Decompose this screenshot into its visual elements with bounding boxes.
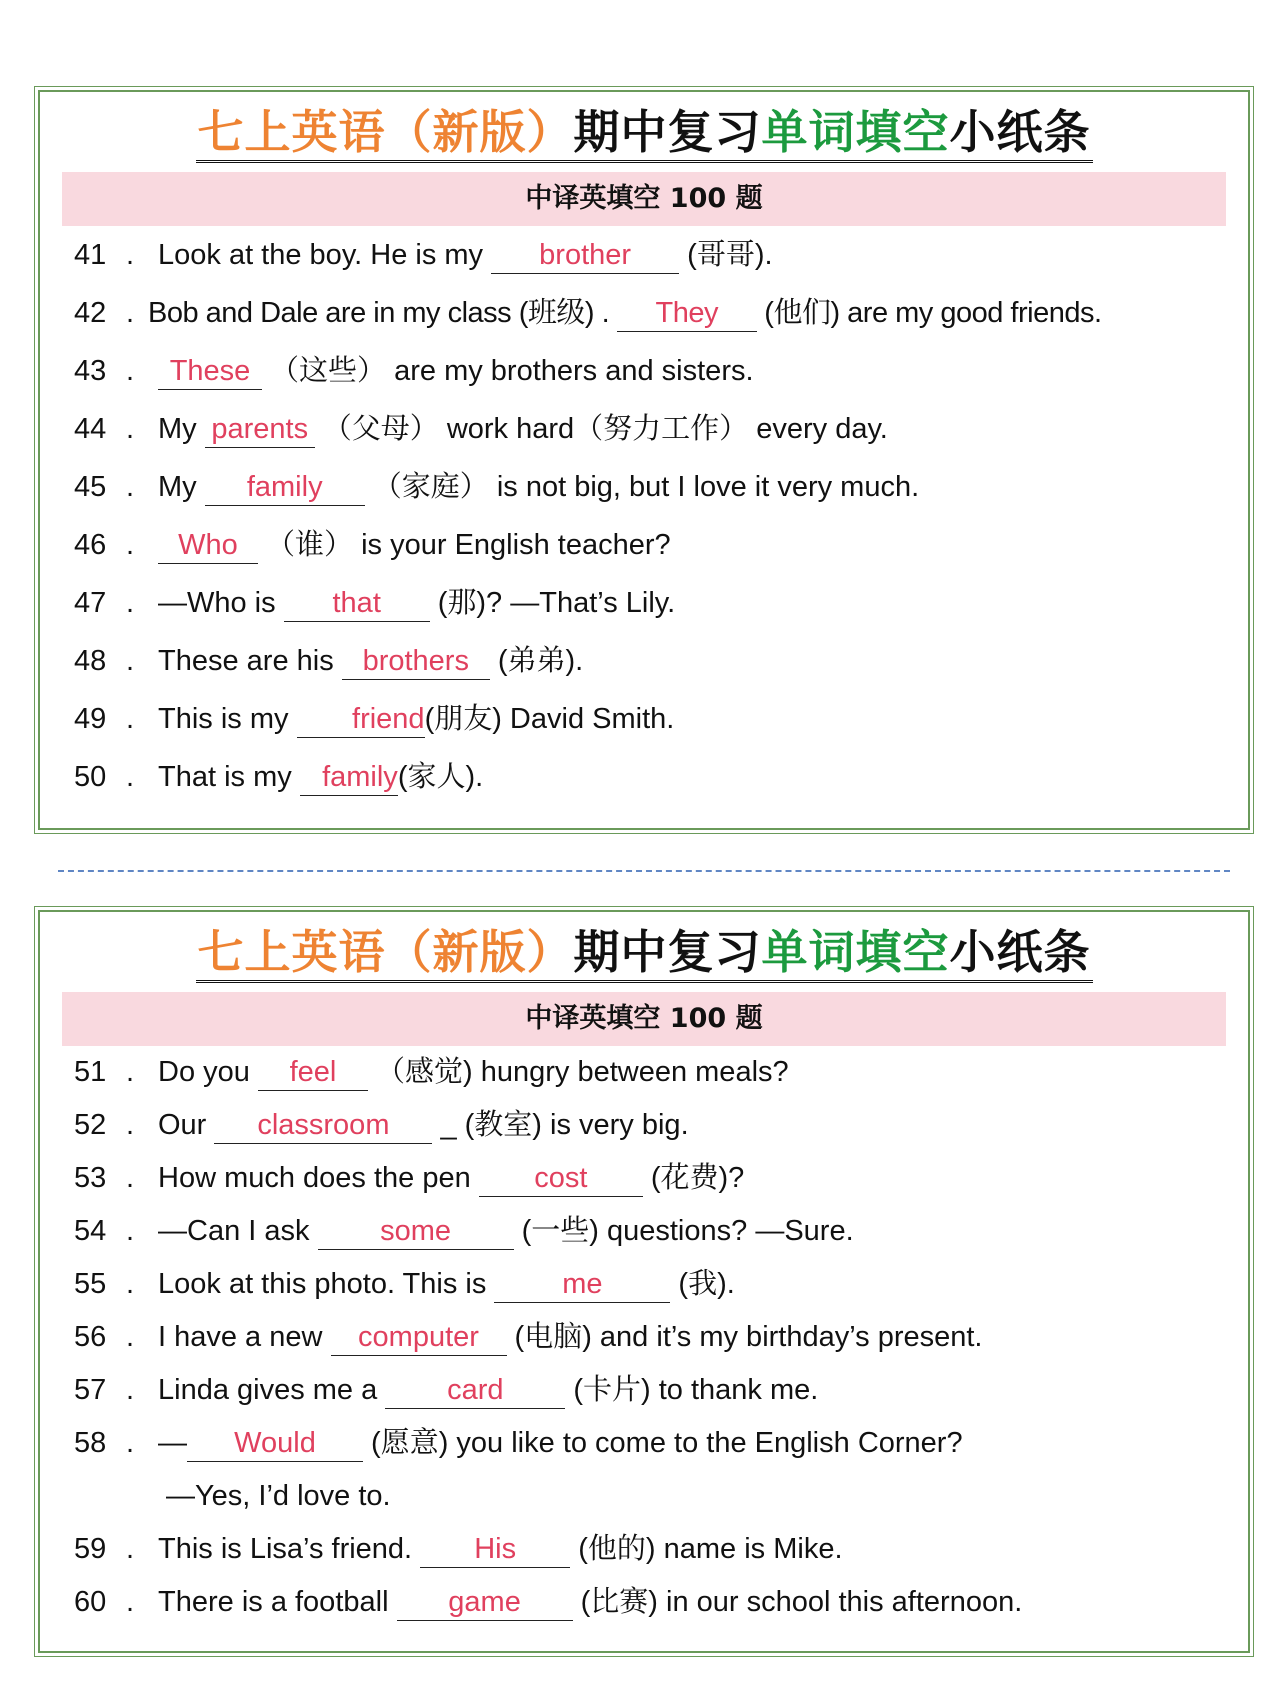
- answer-blank: cost: [479, 1160, 643, 1197]
- question-number: 59: [74, 1533, 107, 1565]
- text-after: （谁） is your English teacher?: [258, 529, 671, 561]
- title-part-4: 小纸条: [949, 925, 1091, 979]
- question-dot: .: [126, 1109, 135, 1141]
- text-after: _ (教室) is very big.: [432, 1109, 689, 1141]
- question-number: 56: [74, 1321, 107, 1353]
- answer-blank: family: [300, 759, 398, 796]
- question-57: [40, 1364, 1248, 1417]
- text-before: Bob and Dale are in my class (班级) .: [148, 297, 617, 329]
- question-dot: .: [126, 355, 135, 387]
- question-text: [158, 1311, 983, 1364]
- text-after: （父母） work hard（努力工作） every day.: [314, 413, 888, 445]
- text-before: How much does the pen: [158, 1162, 479, 1194]
- text-after: （感觉) hungry between meals?: [367, 1056, 789, 1088]
- answer-blank: game: [397, 1584, 573, 1621]
- question-dot: .: [126, 587, 135, 619]
- question-dot: .: [126, 1374, 135, 1406]
- question-text: [158, 1046, 789, 1099]
- question-dot: .: [126, 1162, 135, 1194]
- question-number: 58: [74, 1427, 107, 1459]
- text-before: This is my: [158, 703, 297, 735]
- question-50: [40, 748, 1248, 806]
- question-60: [40, 1576, 1248, 1629]
- text-after: (哥哥).: [679, 239, 773, 271]
- text-before: I have a new: [158, 1321, 331, 1353]
- text-before: Look at the boy. He is my: [158, 239, 492, 271]
- question-dot: .: [126, 239, 135, 271]
- page-title: [196, 924, 1093, 983]
- question-number: 45: [74, 471, 107, 503]
- text-after: （这些） are my brothers and sisters.: [262, 355, 754, 387]
- question-text: [158, 690, 674, 748]
- question-text: [148, 284, 1102, 342]
- answer-blank: These: [158, 353, 262, 390]
- question-text: [158, 400, 888, 458]
- answer-blank: computer: [331, 1319, 507, 1356]
- question-56: [40, 1311, 1248, 1364]
- question-text: [158, 748, 483, 806]
- question-list: [40, 1046, 1248, 1629]
- text-before: Do you: [158, 1056, 258, 1088]
- question-dot: .: [126, 297, 135, 329]
- title-part-3: 单词填空: [761, 105, 950, 159]
- text-before: There is a football: [158, 1586, 397, 1618]
- answer-blank: His: [420, 1531, 570, 1568]
- text-before: That is my: [158, 761, 300, 793]
- question-dot: .: [126, 703, 135, 735]
- question-dot: .: [126, 529, 135, 561]
- answer-blank: that: [284, 585, 430, 622]
- question-text: [158, 1099, 689, 1152]
- question-continuation: —Yes, I’d love to.: [166, 1480, 391, 1512]
- question-53: [40, 1152, 1248, 1205]
- question-text: [158, 1364, 818, 1417]
- text-after: (他的) name is Mike.: [570, 1533, 843, 1565]
- answer-blank: feel: [258, 1054, 368, 1091]
- question-number: 49: [74, 703, 107, 735]
- answer-blank: They: [617, 295, 757, 332]
- card-title-wrap: [40, 92, 1248, 174]
- question-49: [40, 690, 1248, 748]
- answer-blank: friend: [297, 701, 425, 738]
- question-dot: .: [126, 1533, 135, 1565]
- question-45: [40, 458, 1248, 516]
- answer-blank: me: [494, 1266, 670, 1303]
- question-number: 57: [74, 1374, 107, 1406]
- text-after: (电脑) and it’s my birthday’s present.: [506, 1321, 983, 1353]
- question-41: [40, 226, 1248, 284]
- answer-blank: parents: [205, 411, 315, 448]
- question-number: 46: [74, 529, 107, 561]
- question-number: 41: [74, 239, 107, 271]
- question-52: [40, 1099, 1248, 1152]
- title-part-1: 七上英语（新版）: [197, 925, 574, 979]
- question-text: [158, 458, 919, 516]
- text-after: （家庭） is not big, but I love it very much.: [364, 471, 920, 503]
- text-before: —: [158, 1427, 187, 1459]
- text-after: (家人).: [397, 761, 484, 793]
- question-48: [40, 632, 1248, 690]
- question-text: [158, 1205, 854, 1258]
- text-after: (那)? —That’s Lily.: [429, 587, 676, 619]
- text-before: —Can I ask: [158, 1215, 318, 1247]
- question-58-continuation: [40, 1470, 1248, 1523]
- text-after: (比赛) in our school this afternoon.: [572, 1586, 1023, 1618]
- question-text: [158, 1417, 963, 1470]
- question-58: [40, 1417, 1248, 1470]
- question-43: [40, 342, 1248, 400]
- question-number: 48: [74, 645, 107, 677]
- question-46: [40, 516, 1248, 574]
- answer-blank: card: [385, 1372, 565, 1409]
- text-before: Our: [158, 1109, 215, 1141]
- answer-blank: Who: [158, 527, 258, 564]
- question-text: [158, 1258, 735, 1311]
- question-dot: .: [126, 645, 135, 677]
- question-59: [40, 1523, 1248, 1576]
- text-after: (朋友) David Smith.: [424, 703, 675, 735]
- question-dot: .: [126, 1215, 135, 1247]
- question-dot: .: [126, 1268, 135, 1300]
- answer-blank: family: [205, 469, 365, 506]
- question-number: 54: [74, 1215, 107, 1247]
- text-before: My: [158, 471, 205, 503]
- title-part-1: 七上英语（新版）: [197, 105, 574, 159]
- text-after: (弟弟).: [489, 645, 584, 677]
- question-47: [40, 574, 1248, 632]
- question-number: 44: [74, 413, 107, 445]
- text-before: —Who is: [158, 587, 284, 619]
- question-text: [158, 1152, 744, 1205]
- page-title: [196, 104, 1093, 163]
- question-number: 43: [74, 355, 107, 387]
- text-before: Linda gives me a: [158, 1374, 386, 1406]
- title-part-2: 期中复习: [573, 105, 762, 159]
- question-number: 51: [74, 1056, 107, 1088]
- text-after: (我).: [670, 1268, 735, 1300]
- text-before: This is Lisa’s friend.: [158, 1533, 421, 1565]
- question-text: [158, 342, 754, 400]
- question-number: 60: [74, 1586, 107, 1618]
- title-part-2: 期中复习: [573, 925, 762, 979]
- question-51: [40, 1046, 1248, 1099]
- text-after: (愿意) you like to come to the English Corner?: [363, 1427, 963, 1459]
- worksheet-card-1: [38, 90, 1250, 830]
- question-text: [158, 1576, 1022, 1629]
- title-part-3: 单词填空: [761, 925, 950, 979]
- answer-blank: brother: [491, 237, 679, 274]
- question-54: [40, 1205, 1248, 1258]
- question-number: 50: [74, 761, 107, 793]
- question-text: [158, 574, 675, 632]
- answer-blank: Would: [187, 1425, 363, 1462]
- question-text: [158, 516, 671, 574]
- text-after: (花费)?: [642, 1162, 745, 1194]
- question-dot: .: [126, 761, 135, 793]
- question-number: 53: [74, 1162, 107, 1194]
- question-number: 47: [74, 587, 107, 619]
- text-after: (卡片) to thank me.: [565, 1374, 819, 1406]
- question-list: [40, 226, 1248, 806]
- question-number: 52: [74, 1109, 107, 1141]
- question-42: [40, 284, 1248, 342]
- question-number: 55: [74, 1268, 107, 1300]
- answer-blank: classroom: [214, 1107, 432, 1144]
- question-text: [158, 226, 773, 284]
- card-title-wrap: [40, 912, 1248, 994]
- text-before: These are his: [158, 645, 342, 677]
- section-subtitle: 中译英填空 100 题: [62, 992, 1226, 1046]
- answer-blank: some: [318, 1213, 514, 1250]
- answer-blank: brothers: [342, 643, 490, 680]
- text-before: Look at this photo. This is: [158, 1268, 495, 1300]
- question-text: [158, 1523, 843, 1576]
- question-dot: .: [126, 471, 135, 503]
- text-after: (一些) questions? —Sure.: [513, 1215, 854, 1247]
- question-number: 42: [74, 297, 107, 329]
- question-dot: .: [126, 1056, 135, 1088]
- dashed-divider: [58, 870, 1230, 872]
- question-text: [158, 632, 583, 690]
- title-part-4: 小纸条: [949, 105, 1091, 159]
- question-dot: .: [126, 1586, 135, 1618]
- text-before: My: [158, 413, 205, 445]
- question-55: [40, 1258, 1248, 1311]
- question-dot: .: [126, 1321, 135, 1353]
- question-dot: .: [126, 413, 135, 445]
- worksheet-card-2: [38, 910, 1250, 1653]
- section-subtitle: 中译英填空 100 题: [62, 172, 1226, 226]
- text-after: (他们) are my good friends.: [756, 297, 1102, 329]
- question-44: [40, 400, 1248, 458]
- question-dot: .: [126, 1427, 135, 1459]
